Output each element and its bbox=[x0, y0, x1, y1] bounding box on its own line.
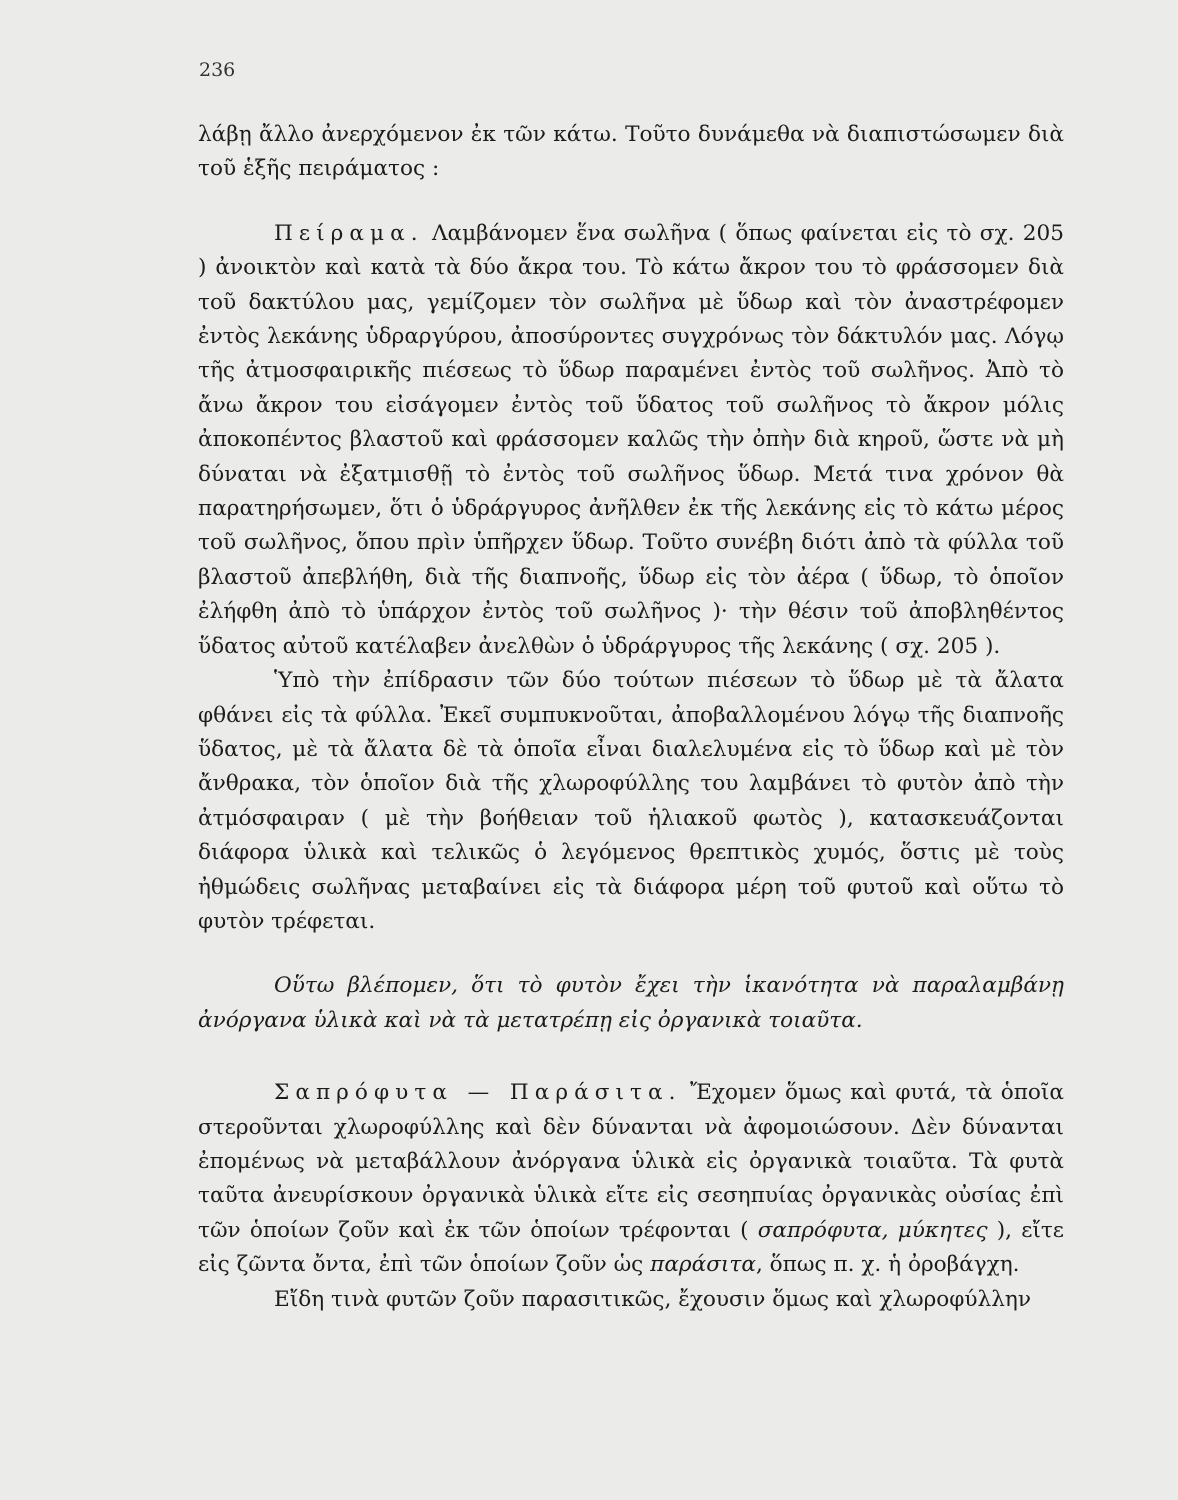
paragraph-continuation bbox=[198, 118, 1064, 187]
experiment-heading: Πείραμα. bbox=[274, 220, 424, 246]
saprophytes-heading: Σαπρόφυτα — Παράσιτα. bbox=[274, 1080, 682, 1106]
paragraph-experiment bbox=[198, 217, 1064, 664]
paragraph-pressure bbox=[198, 664, 1064, 939]
paragraph-text: λάβῃ ἄλλο ἀνερχόμενον ἐκ τῶν κάτω. Τοῦτο δυνάμεθα νὰ διαπιστώσωμεν διὰ τοῦ ἑξῆς πειράματος : bbox=[198, 122, 1064, 182]
paragraph-text: Ἔχομεν ὅμως καὶ φυτά, τὰ ὁποῖα στεροῦνται χλωροφύλλης καὶ δὲν δύνανται νὰ ἀφομοιώσουν. Δὲν δύνανται ἐπομένως νὰ μεταβάλλουν ἀνόργανα ὑλικὰ εἰς ὀργανικὰ τοιαῦτα. Τὰ φυτὰ ταῦτα ἀνευρίσκουν ὀργανικὰ ὑλικὰ εἴτε εἰς σεσηπυίας ὀργανικὰς οὐσίας ἐπὶ τῶν ὁποίων ζοῦν καὶ ἐκ τῶν ὁποίων τρέφονται ( bbox=[198, 1080, 1064, 1243]
italic-term-saprophytes: σαπρόφυτα, μύκητες bbox=[757, 1217, 988, 1243]
page-number: 236 bbox=[199, 59, 236, 81]
paragraph-conclusion bbox=[198, 969, 1064, 1038]
paragraph-text: Λαμβάνομεν ἕνα σωλῆνα ( ὅπως φαίνεται εἰς τὸ σχ. 205 ) ἀνοικτὸν καὶ κατὰ τὰ δύο ἄκρα του. Τὸ κάτω ἄκρον του τὸ φράσσομεν διὰ τοῦ δακτύλου μας, γεμίζομεν τὸν σωλῆνα μὲ ὕδωρ καὶ τὸν ἀναστρέφομεν ἐντὸς λεκάνης ὑδραργύρου, ἀποσύροντες συγχρόνως τὸν δάκτυλόν μας. Λόγῳ τῆς ἀτμοσφαιρικῆς πιέσεως τὸ ὕδωρ παραμένει ἐντὸς τοῦ σωλῆνος. Ἀπὸ τὸ ἄνω ἄκρον του εἰσάγομεν ἐντὸς τοῦ ὕδατος τοῦ σωλῆνος τὸ ἄκρον μόλις ἀποκοπέντος βλαστοῦ καὶ φράσσομεν καλῶς τὴν ὀπὴν διὰ κηροῦ, ὥστε νὰ μὴ δύναται νὰ ἐξατμισθῇ τὸ ἐντὸς τοῦ σωλῆνος ὕδωρ. Μετά τινα χρόνον θὰ παρατηρήσωμεν, ὅτι ὁ ὑδράργυρος ἀνῆλθεν ἐκ τῆς λεκάνης εἰς τὸ κάτω μέρος τοῦ σωλῆνος, ὅπου πρὶν ὑπῆρχεν ὕδωρ. Τοῦτο συνέβη διότι ἀπὸ τὰ φύλλα τοῦ βλαστοῦ ἀπεβλήθη, διὰ τῆς διαπνοῆς, ὕδωρ εἰς τὸν ἀέρα ( ὕδωρ, τὸ ὁποῖον ἐλήφθη ἀπὸ τὸ ὑπάρχον ἐντὸς τοῦ σωλῆνος )· τὴν θέσιν τοῦ ἀποβληθέντος ὕδατος αὐτοῦ κατέλαβεν ἀνελθὼν ὁ ὑδράργυρος τῆς λεκάνης ( σχ. 205 ). bbox=[198, 220, 1064, 659]
paragraph-text: Εἴδη τινὰ φυτῶν ζοῦν παρασιτικῶς, ἔχουσιν ὅμως καὶ χλωροφύλλην bbox=[274, 1286, 1031, 1312]
paragraph-text: ), εἴτε εἰς ζῶντα ὄντα, ἐπὶ τῶν ὁποίων ζοῦν ὡς bbox=[198, 1217, 1064, 1278]
paragraph-text: Ὑπὸ τὴν ἐπίδρασιν τῶν δύο τούτων πιέσεων τὸ ὕδωρ μὲ τὰ ἄλατα φθάνει εἰς τὰ φύλλα. Ἐκεῖ συμπυκνοῦται, ἀποβαλλομένου λόγῳ τῆς διαπνοῆς ὕδατος, μὲ τὰ ἄλατα δὲ τὰ ὁποῖα εἶναι διαλελυμένα εἰς τὸ ὕδωρ καὶ μὲ τὸν ἄνθρακα, τὸν ὁποῖον διὰ τῆς χλωροφύλλης του λαμβάνει τὸ φυτὸν ἀπὸ τὴν ἀτμόσφαιραν ( μὲ τὴν βοήθειαν τοῦ ἡλιακοῦ φωτὸς ), κατασκευάζονται διάφορα ὑλικὰ καὶ τελικῶς ὁ λεγόμενος θρεπτικὸς χυμός, ὅστις μὲ τοὺς ἠθμώδεις σωλῆνας μεταβαίνει εἰς τὰ διάφορα μέρη τοῦ φυτοῦ καὶ οὕτω τὸ φυτὸν τρέφεται. bbox=[198, 668, 1064, 934]
paragraph-text: Οὕτω βλέπομεν, ὅτι τὸ φυτὸν ἔχει τὴν ἱκανότητα νὰ παραλαμβάνῃ ἀνόργανα ὑλικὰ καὶ νὰ τὰ μετατρέπῃ εἰς ὀργανικὰ τοιαῦτα. bbox=[198, 973, 1064, 1033]
paragraph-saprophytes bbox=[198, 1076, 1064, 1282]
paragraph-final-line bbox=[198, 1283, 1064, 1317]
italic-term-parasites: παράσιτα bbox=[650, 1252, 756, 1278]
page-body bbox=[198, 118, 1064, 1317]
paragraph-text: , ὅπως π. χ. ἡ ὀροβάγχη. bbox=[755, 1252, 1020, 1278]
